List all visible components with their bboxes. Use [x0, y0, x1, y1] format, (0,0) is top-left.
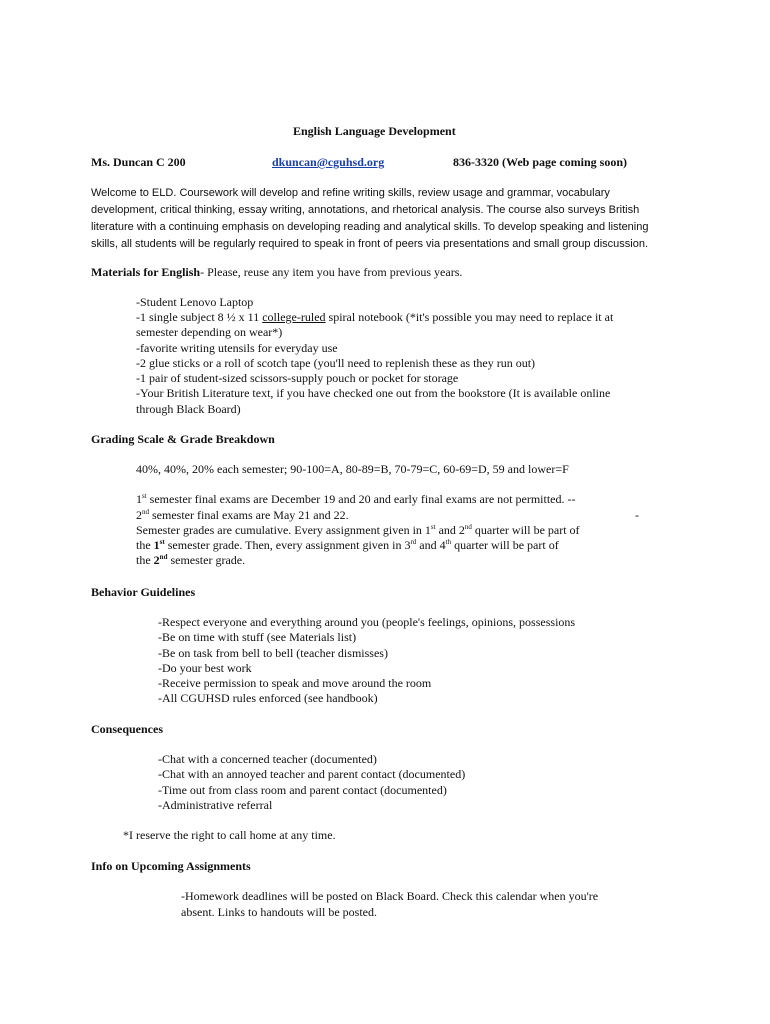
list-item: -Receive permission to speak and move around the room	[158, 676, 432, 691]
intro-line-4: skills, all students will be regularly required to speak in front of peers via presentations and small group discussion.	[91, 238, 649, 250]
list-item: -Chat with a concerned teacher (documented)	[158, 752, 377, 766]
materials-item: through Black Board)	[136, 402, 241, 416]
assignments-line-2: absent. Links to handouts will be posted.	[181, 905, 377, 919]
behavior-heading: Behavior Guidelines	[91, 585, 196, 599]
intro-line-2: development, critical thinking, essay writing, annotations, and rhetorical analysis. The course also surveys British	[91, 204, 640, 216]
materials-heading-suffix: - Please, reuse any item you have from previous years.	[200, 265, 463, 279]
list-item: -All CGUHSD rules enforced (see handbook)	[158, 691, 378, 706]
list-item: -Chat with an annoyed teacher and parent contact (documented)	[158, 767, 466, 782]
list-item: -Time out from class room and parent contact (documented)	[158, 782, 447, 797]
list-item: -Respect everyone and everything around you (people's feelings, opinions, possessions	[158, 615, 576, 629]
exam-line-2: 2nd semester final exams are May 21 and 22.	[136, 508, 349, 522]
list-item: -Administrative referral	[158, 797, 273, 812]
consequences-heading: Consequences	[91, 722, 164, 736]
cumulative-line-1: Semester grades are cumulative. Every assignment given in 1st and 2nd quarter will be part of	[136, 523, 580, 537]
assignments-line-1: -Homework deadlines will be posted on Black Board. Check this calendar when you're	[181, 889, 599, 903]
materials-item: -Your British Literature text, if you have checked one out from the bookstore (It is available online	[136, 386, 611, 400]
cumulative-line-3: the 2nd semester grade.	[136, 553, 246, 567]
phone-info: 836-3320 (Web page coming soon)	[453, 155, 627, 169]
exam-line-1: 1st semester final exams are December 19 and 20 and early final exams are not permitted. --	[136, 492, 576, 506]
behavior-list	[158, 615, 575, 707]
materials-item: -1 pair of student-sized scissors-supply pouch or pocket for storage	[136, 371, 459, 385]
materials-item: -Student Lenovo Laptop	[136, 295, 254, 309]
list-item: -Be on task from bell to bell (teacher dismisses)	[158, 645, 388, 660]
list-item: -Be on time with stuff (see Materials list)	[158, 630, 357, 645]
teacher-name: Ms. Duncan C 200	[91, 155, 186, 169]
materials-heading-line	[91, 265, 462, 280]
materials-heading: Materials for English	[91, 265, 201, 279]
document-title: English Language Development	[293, 124, 456, 138]
cumulative-line-2: the 1st semester grade. Then, every assignment given in 3rd and 4th quarter will be part of	[136, 538, 559, 552]
call-home-note: *I reserve the right to call home at any time.	[123, 828, 336, 842]
assignments-heading: Info on Upcoming Assignments	[91, 859, 251, 873]
materials-item-notebook: -1 single subject 8 ½ x 11 college-ruled spiral notebook (*it's possible you may need to replace it at	[136, 310, 614, 324]
intro-line-1: Welcome to ELD. Coursework will develop and refine writing skills, review usage and grammar, vocabulary	[91, 187, 610, 199]
intro-line-3: literature with a continuing emphasis on developing reading and analytical skills. To develop speaking and listening	[91, 221, 649, 233]
email-link[interactable]: dkuncan@cguhsd.org	[272, 155, 385, 169]
grading-heading: Grading Scale & Grade Breakdown	[91, 432, 275, 446]
exam-line-2-dash: -	[635, 508, 639, 522]
list-item: -Do your best work	[158, 660, 252, 675]
consequences-list	[158, 752, 465, 813]
grading-scale: 40%, 40%, 20% each semester; 90-100=A, 80-89=B, 70-79=C, 60-69=D, 59 and lower=F	[136, 462, 569, 476]
materials-item: -2 glue sticks or a roll of scotch tape (you'll need to replenish these as they run out)	[136, 356, 536, 370]
materials-item: semester depending on wear*)	[136, 325, 283, 339]
materials-item: -favorite writing utensils for everyday use	[136, 341, 338, 355]
